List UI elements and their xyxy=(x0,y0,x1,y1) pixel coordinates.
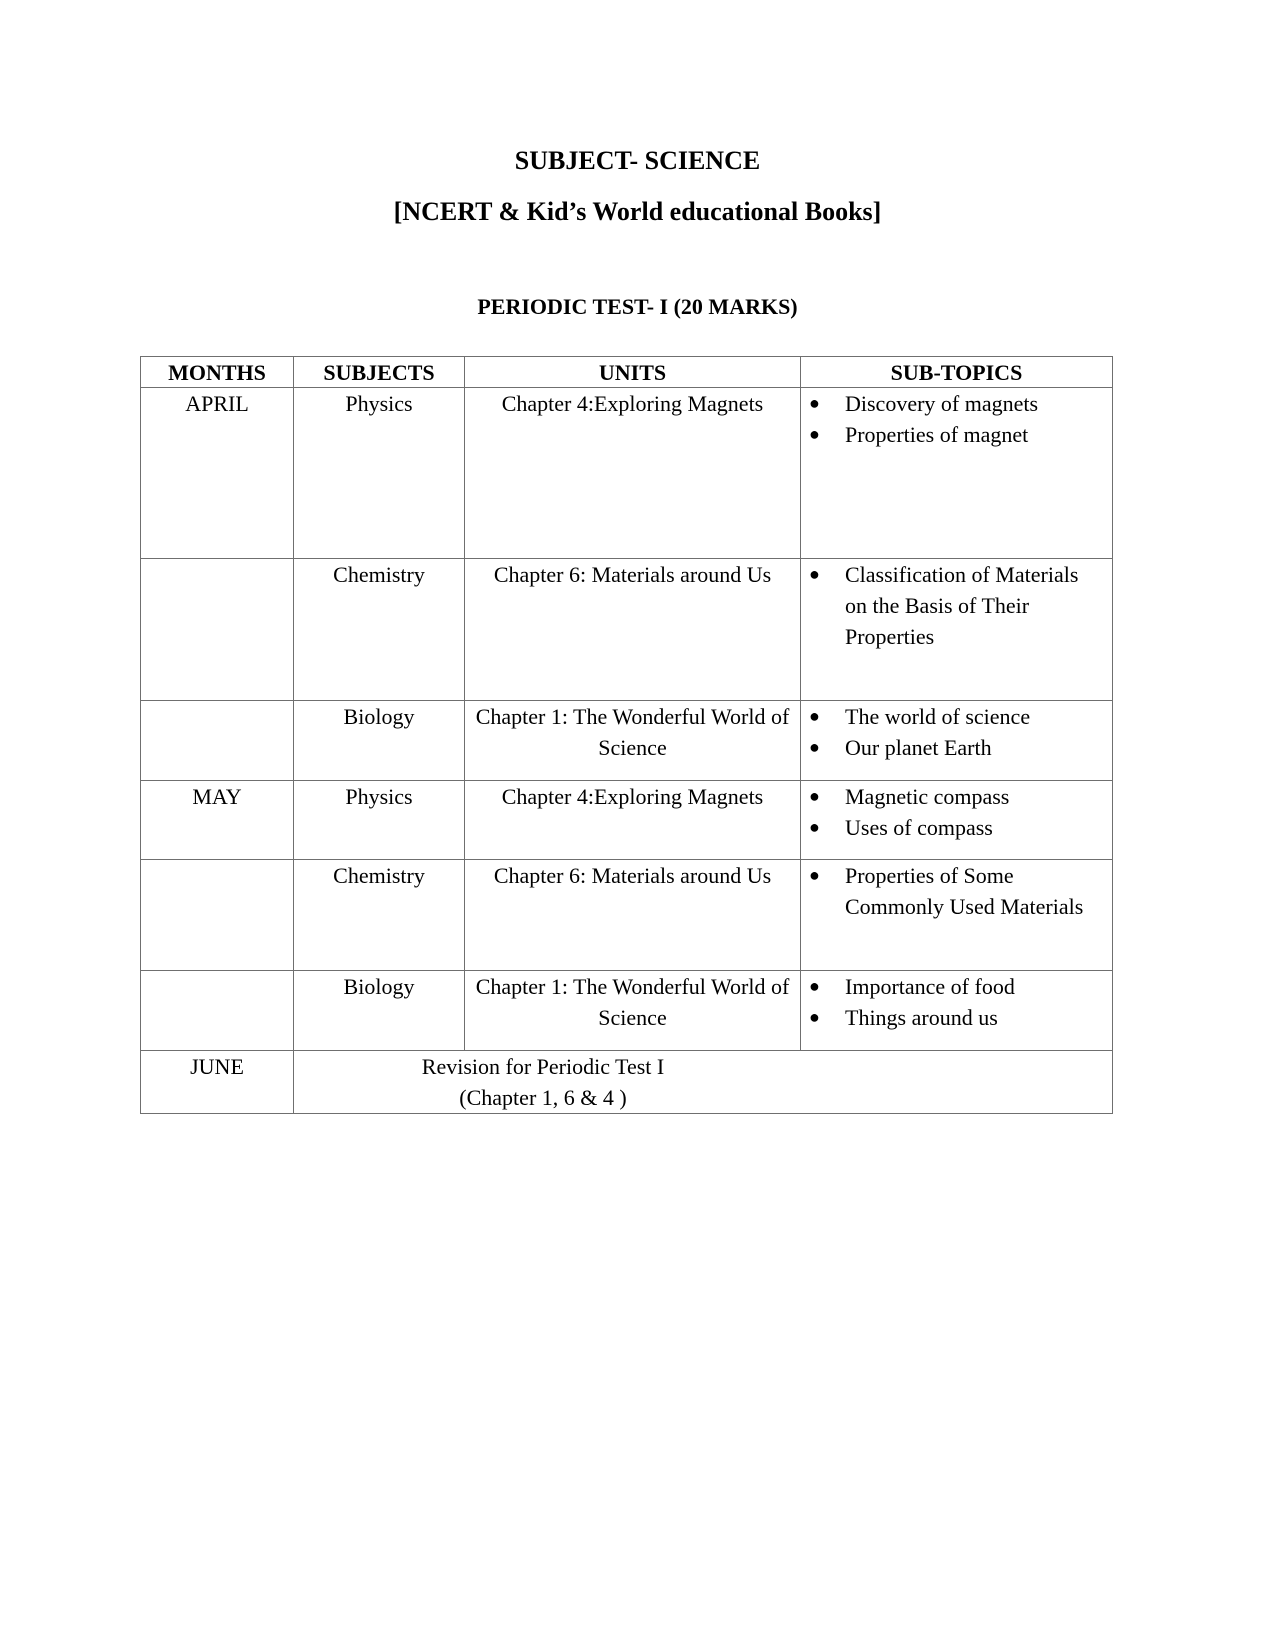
bullet-icon: ● xyxy=(809,706,820,726)
table-row xyxy=(141,701,1113,781)
subject-cell: Biology xyxy=(294,971,465,1051)
revision-cell xyxy=(294,1051,1113,1114)
list-item xyxy=(809,388,1104,419)
table-header-row xyxy=(141,357,1113,388)
table-row xyxy=(141,971,1113,1051)
subtopic-text: Classification of Materials on the Basis of Their Properties xyxy=(845,562,1079,649)
list-item xyxy=(809,559,1104,652)
subject-cell: Physics xyxy=(294,781,465,860)
month-cell: JUNE xyxy=(141,1051,294,1114)
header-units: UNITS xyxy=(465,357,801,388)
header-subtopics: SUB-TOPICS xyxy=(801,357,1113,388)
subtopic-text: Our planet Earth xyxy=(845,735,992,760)
list-item xyxy=(809,1002,1104,1033)
document-subtitle: [NCERT & Kid’s World educational Books] xyxy=(393,197,882,226)
table-row xyxy=(141,781,1113,860)
revision-line-1: Revision for Periodic Test I xyxy=(421,1054,665,1079)
bullet-icon: ● xyxy=(809,564,820,584)
subject-cell: Chemistry xyxy=(294,559,465,701)
month-cell xyxy=(141,701,294,781)
table-row xyxy=(141,388,1113,559)
subtopics-list xyxy=(809,971,1104,1033)
subject-cell: Physics xyxy=(294,388,465,559)
unit-cell: Chapter 1: The Wonderful World of Science xyxy=(465,971,801,1051)
list-item xyxy=(809,971,1104,1002)
subtopics-list xyxy=(809,781,1104,843)
subtopics-cell xyxy=(801,701,1113,781)
table-row xyxy=(141,559,1113,701)
month-cell xyxy=(141,971,294,1051)
subject-cell: Biology xyxy=(294,701,465,781)
month-cell xyxy=(141,559,294,701)
subtopic-text: Discovery of magnets xyxy=(845,391,1039,416)
list-item xyxy=(809,781,1104,812)
subtopics-list xyxy=(809,701,1104,763)
table-row xyxy=(141,860,1113,971)
month-cell xyxy=(141,860,294,971)
list-item xyxy=(809,419,1104,450)
bullet-icon: ● xyxy=(809,424,820,444)
subtopics-cell xyxy=(801,388,1113,559)
month-cell: MAY xyxy=(141,781,294,860)
list-item xyxy=(809,732,1104,763)
bullet-icon: ● xyxy=(809,786,820,806)
unit-cell: Chapter 6: Materials around Us xyxy=(465,559,801,701)
subtopics-cell xyxy=(801,781,1113,860)
subtopics-list xyxy=(809,388,1104,450)
section-heading: PERIODIC TEST- I (20 MARKS) xyxy=(477,294,798,319)
syllabus-table xyxy=(140,356,1113,1114)
list-item xyxy=(809,812,1104,843)
subtopics-cell xyxy=(801,559,1113,701)
list-item xyxy=(809,701,1104,732)
subtopic-text: Things around us xyxy=(845,1005,998,1030)
bullet-icon: ● xyxy=(809,865,820,885)
list-item xyxy=(809,860,1104,922)
header-months: MONTHS xyxy=(141,357,294,388)
bullet-icon: ● xyxy=(809,1007,820,1027)
document-title: SUBJECT- SCIENCE xyxy=(514,146,761,175)
subtopic-text: Uses of compass xyxy=(845,815,993,840)
bullet-icon: ● xyxy=(809,976,820,996)
bullet-icon: ● xyxy=(809,393,820,413)
subtopics-list xyxy=(809,559,1104,652)
subtopic-text: Importance of food xyxy=(845,974,1015,999)
table-row-june xyxy=(141,1051,1113,1114)
month-cell: APRIL xyxy=(141,388,294,559)
subtopics-list xyxy=(809,860,1104,922)
revision-line-2: (Chapter 1, 6 & 4 ) xyxy=(459,1085,627,1110)
unit-cell: Chapter 6: Materials around Us xyxy=(465,860,801,971)
subtopic-text: Magnetic compass xyxy=(845,784,1010,809)
subtopic-text: The world of science xyxy=(845,704,1031,729)
bullet-icon: ● xyxy=(809,737,820,757)
subtopics-cell xyxy=(801,971,1113,1051)
bullet-icon: ● xyxy=(809,817,820,837)
unit-cell: Chapter 4:Exploring Magnets xyxy=(465,781,801,860)
unit-cell: Chapter 4:Exploring Magnets xyxy=(465,388,801,559)
subtopics-cell xyxy=(801,860,1113,971)
subject-cell: Chemistry xyxy=(294,860,465,971)
subtopic-text: Properties of Some Commonly Used Materials xyxy=(845,863,1084,919)
header-subjects: SUBJECTS xyxy=(294,357,465,388)
subtopic-text: Properties of magnet xyxy=(845,422,1029,447)
unit-cell: Chapter 1: The Wonderful World of Science xyxy=(465,701,801,781)
